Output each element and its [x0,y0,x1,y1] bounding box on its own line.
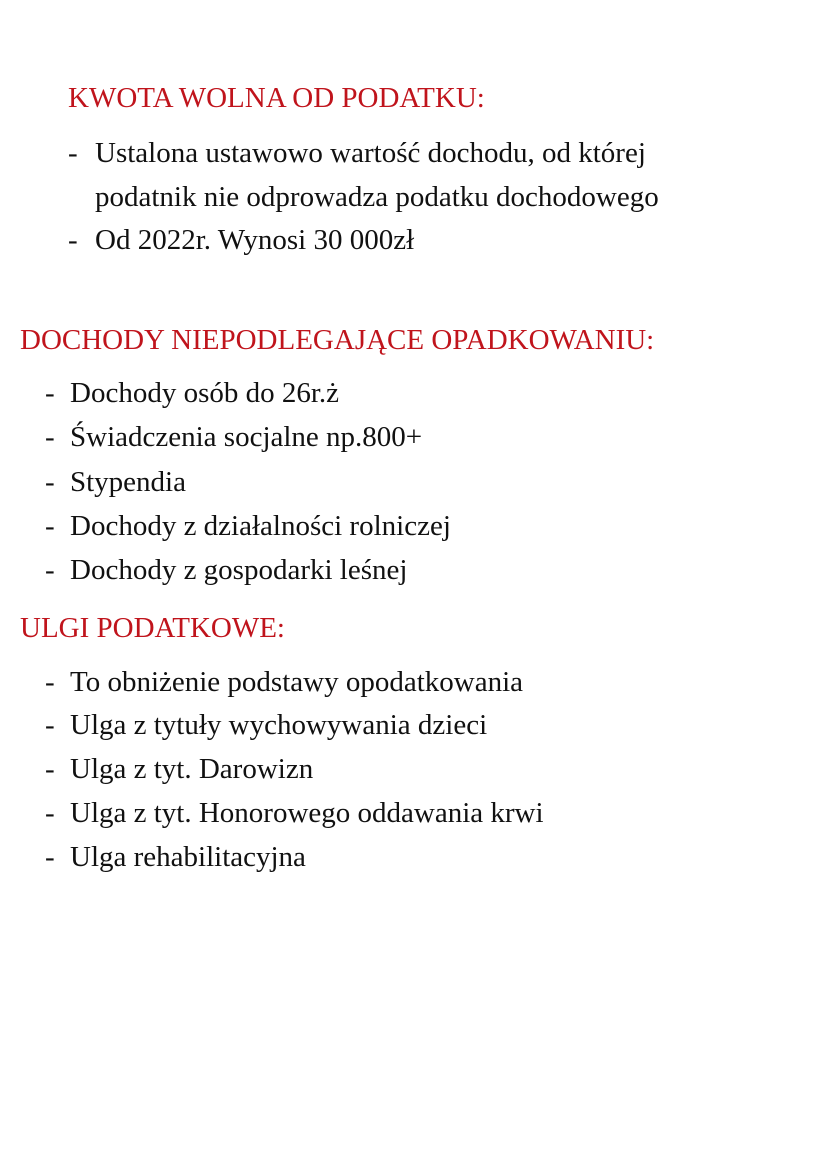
list-item-text: Ulga z tytuły wychowywania dzieci [70,709,488,741]
section-heading: ULGI PODATKOWE: [20,612,285,644]
list-item-text: Dochody z działalności rolniczej [70,510,451,542]
list-item-text: Stypendia [70,466,186,498]
bullet-dash: - [45,841,55,873]
list-item-text: Od 2022r. Wynosi 30 000zł [95,224,415,256]
bullet-dash: - [45,753,55,785]
bullet-dash: - [68,137,78,169]
bullet-dash: - [45,666,55,698]
list-item-text: Ulga z tyt. Honorowego oddawania krwi [70,797,544,829]
list-item-text: To obniżenie podstawy opodatkowania [70,666,523,698]
list-item [68,131,808,219]
list-item-text: Dochody z gospodarki leśnej [70,554,408,586]
list-item-text: Dochody osób do 26r.ż [70,377,340,409]
list-item-text: Świadczenia socjalne np.800+ [70,421,423,453]
list-item-text: Ulga z tyt. Darowizn [70,753,314,785]
list-item-text: Ustalona ustawowo wartość dochodu, od której [95,137,646,169]
section-heading: KWOTA WOLNA OD PODATKU: [68,82,485,114]
bullet-dash: - [45,709,55,741]
section-heading: DOCHODY NIEPODLEGAJĄCE OPADKOWANIU: [20,324,655,356]
bullet-dash: - [45,377,55,409]
list-item-text-continued: podatnik nie odprowadza podatku dochodowego [95,181,659,213]
bullet-dash: - [68,224,78,256]
bullet-dash: - [45,466,55,498]
bullet-dash: - [45,510,55,542]
bullet-dash: - [45,797,55,829]
bullet-dash: - [45,421,55,453]
list-item-text: Ulga rehabilitacyjna [70,841,306,873]
bullet-dash: - [45,554,55,586]
